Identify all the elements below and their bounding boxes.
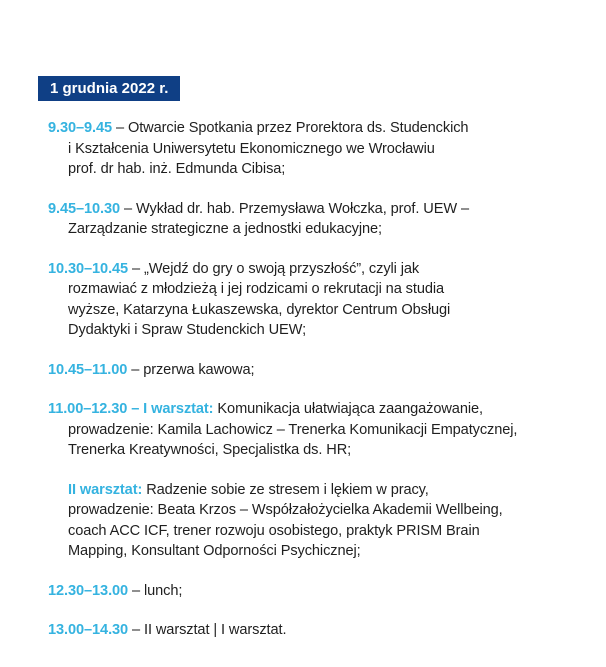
- agenda-time: II warsztat:: [68, 481, 143, 498]
- agenda-line: Mapping, Konsultant Odporności Psychicznej;: [68, 543, 361, 559]
- agenda-line: [48, 399, 588, 420]
- agenda-text: – lunch;: [132, 582, 183, 599]
- agenda-time: 12.30–13.00: [48, 582, 129, 599]
- agenda-text: – II warsztat | I warsztat.: [132, 622, 287, 638]
- agenda-line: prowadzenie: Beata Krzos – Współzałożycielka Akademii Wellbeing,: [68, 502, 503, 518]
- agenda-line: prowadzenie: Kamila Lachowicz – Trenerka Komunikacji Empatycznej,: [68, 421, 518, 438]
- agenda-text: – Otwarcie Spotkania przez Prorektora ds. Studenckich: [116, 120, 469, 136]
- agenda-line: [48, 199, 588, 220]
- agenda-time: 10.30–10.45: [48, 260, 129, 277]
- agenda-item-workshop-2: [48, 480, 588, 562]
- agenda-time: 9.30–9.45: [48, 120, 113, 136]
- agenda-line: [48, 581, 588, 602]
- agenda-line: [48, 259, 588, 280]
- agenda-line: coach ACC ICF, trener rozwoju osobistego, praktyk PRISM Brain: [68, 522, 480, 539]
- agenda-time: 13.00–14.30: [48, 622, 129, 638]
- agenda-time: 10.45–11.00: [48, 361, 128, 378]
- agenda-line: i Kształcenia Uniwersytetu Ekonomicznego we Wrocławiu: [68, 140, 435, 157]
- agenda-line: Dydaktyki i Spraw Studenckich UEW;: [68, 322, 307, 338]
- agenda-line: [48, 620, 588, 641]
- agenda-text: – przerwa kawowa;: [131, 361, 255, 378]
- agenda-line: rozmawiać z młodzieżą i jej rodzicami o rekrutacji na studia: [68, 281, 445, 297]
- agenda-text: Radzenie sobie ze stresem i lękiem w pracy,: [146, 481, 429, 498]
- agenda-item-talk: [48, 259, 588, 341]
- agenda-time: 11.00–12.30 – I warsztat:: [48, 401, 214, 417]
- agenda-item-lecture: [48, 199, 588, 240]
- agenda-text: – „Wejdź do gry o swoją przyszłość”, czyli jak: [132, 260, 420, 277]
- agenda-item-coffee-break: [48, 360, 588, 381]
- agenda-line: Zarządzanie strategiczne a jednostki edukacyjne;: [68, 221, 383, 237]
- agenda-line: [48, 360, 588, 381]
- agenda-text: – Wykład dr. hab. Przemysława Wołczka, prof. UEW –: [124, 200, 469, 217]
- agenda-line: wyższe, Katarzyna Łukaszewska, dyrektor Centrum Obsługi: [68, 301, 451, 318]
- agenda-list: [48, 118, 588, 660]
- date-badge: 1 grudnia 2022 r.: [38, 76, 180, 101]
- agenda-line: prof. dr hab. inż. Edmunda Cibisa;: [68, 161, 286, 177]
- agenda-item-lunch: [48, 581, 588, 602]
- agenda-text: Komunikacja ułatwiająca zaangażowanie,: [217, 401, 483, 417]
- agenda-line: [48, 118, 588, 139]
- agenda-item-opening: [48, 118, 588, 180]
- agenda-line: [68, 480, 588, 501]
- agenda-time: 9.45–10.30: [48, 200, 121, 217]
- agenda-line: Trenerka Kreatywności, Specjalistka ds. HR;: [68, 442, 352, 458]
- agenda-item-workshop-1: [48, 399, 588, 461]
- agenda-item-workshops-swap: [48, 620, 588, 641]
